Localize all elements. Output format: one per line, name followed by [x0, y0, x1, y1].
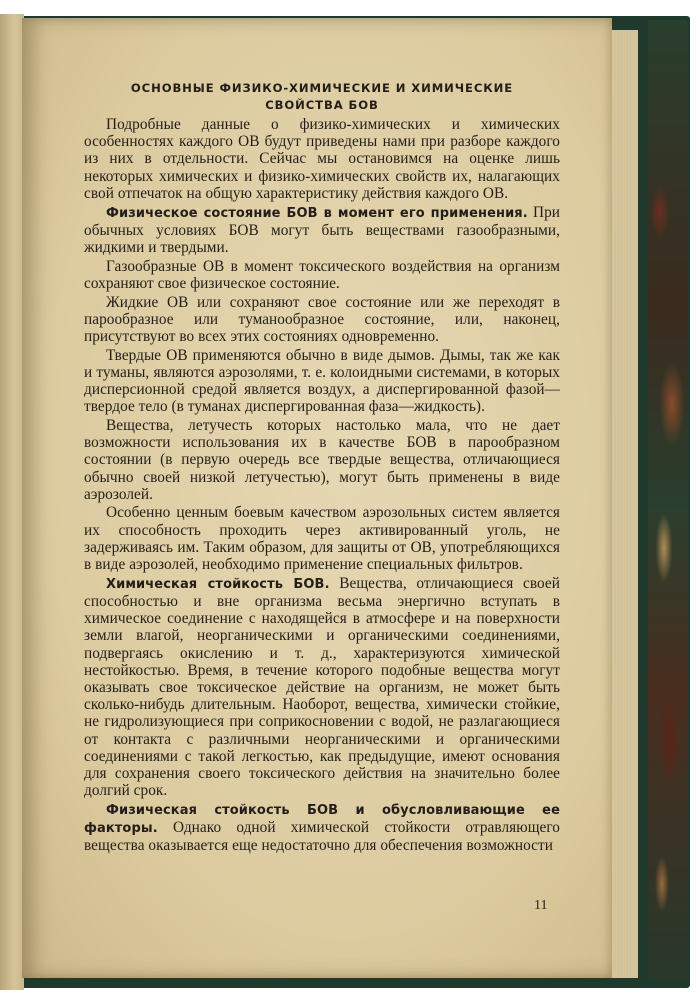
book-page — [22, 18, 612, 978]
heading-line-1: ОСНОВНЫЕ ФИЗИКО-ХИМИЧЕСКИЕ И ХИМИЧЕСКИЕ — [130, 81, 514, 95]
section-heading — [84, 80, 560, 114]
paragraph-liquid: Жидкие ОВ или сохраняют свое состояние или же переходят в парообразное или туманообразное состояние, или, наконец, присутствуют во всех этих состояниях одновременно. — [84, 293, 560, 345]
heading-line-2: СВОЙСТВА БОВ — [265, 98, 379, 112]
page-number: 11 — [534, 898, 548, 913]
page-content — [84, 80, 560, 855]
paragraph-chemical-stability: Химическая стойкость БОВ. Вещества, отличающиеся своей способностью и вне организма весьма энергично вступать в химическое соединение с находящейся в атмосфере и на поверхности земли влагой, неорганическими и органическими соединениями, подвергаясь окислению и т. д., характеризуются химической нестойкостью. Время, в течение которого подобные вещества могут оказывать свое токсическое действие на организм, не может быть сколько-нибудь длительным. Наоборот, вещества, химически стойкие, не гидролизующиеся при соприкосновении с водой, не разлагающиеся от контакта с различными неорганическими и органическими соединениями с такой легкостью, как предыдущие, имеют основания для сохранения своего токсического действия на значительно более долгий срок. — [84, 574, 560, 800]
paragraph-aerosols: Особенно ценным боевым качеством аэрозольных систем является их способность проходить через активированный уголь, не задерживаясь им. Таким образом, для защиты от ОВ, употребляющихся в виде аэрозолей, необходимо применение специальных фильтров. — [84, 504, 560, 574]
marbled-board — [648, 20, 688, 980]
paragraph-lead: Физическая стойкость БОВ и обусловливающие ее факторы. — [84, 802, 560, 837]
paragraph-physical-state: Физическое состояние БОВ в момент его применения. При обычных условиях БОВ могут быть веществами газообразными, жидкими и твердыми. — [84, 203, 561, 256]
facing-page-edge — [0, 14, 24, 990]
paragraph-lead: Химическая стойкость БОВ. — [106, 576, 330, 592]
paragraph-lead: Физическое состояние БОВ в момент его применения. — [106, 205, 528, 221]
paragraph-physical-stability: Физическая стойкость БОВ и обусловливающие ее факторы. Однако одной химической стойкости отравляющего вещества оказывается еще недостаточно для обеспечения возможности — [84, 802, 560, 855]
paragraph-intro: Подробные данные о физико-химических и химических особенностях каждого ОВ будут приведены нами при разборе каждого из них в отдельности. Сейчас мы остановимся на оценке лишь некоторых химических и физико-химических свойств их, налагающих свой отпечаток на общую характеристику действия каждого ОВ. — [84, 116, 560, 202]
paragraph-volatility: Вещества, летучесть которых настолько мала, что не дает возможности использования их в качестве БОВ в парообразном состоянии (в первую очередь все твердые вещества, отличающиеся обычно своей низкой летучестью), могут быть применены в виде аэрозолей. — [84, 416, 560, 503]
paragraph-gaseous: Газообразные ОВ в момент токсического воздействия на организм сохраняют свое физическое состояние. — [84, 257, 560, 292]
paragraph-solid: Твердые ОВ применяются обычно в виде дымов. Дымы, так же как и туманы, являются аэрозолями, т. е. колоидными системами, в которых дисперсионной средой является воздух, а диспергированной фазой—твердое тело (в туманах диспергированная фаза—жидкость). — [84, 346, 560, 416]
